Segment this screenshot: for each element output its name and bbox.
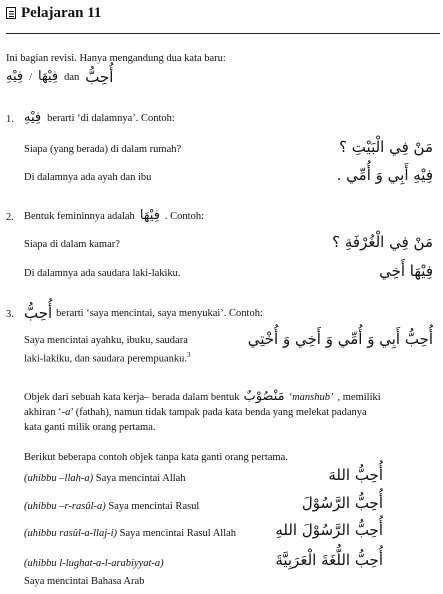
example-3-meaning: Saya mencintai Rasul Allah [119,528,237,539]
section-3-example-line-2-text: laki-lakiku, dan saudara perempuanku. [24,353,187,365]
note-line-2 [24,406,367,419]
note-line-1 [24,389,381,405]
note-line-2-b: ’ (fathah), namun tidak tampak pada kata benda yang melekat padanya [70,407,367,418]
intro-and: dan [64,71,80,83]
section-1-example-1-ar: مَنْ فِي الْبَيْتِ ؟ [339,138,433,156]
section-2-heading [24,208,204,224]
intro-word-fihi: فِيْهِ [6,69,24,85]
note-line-3: kata ganti milik orang pertama. [24,422,156,433]
section-2-word: فِيْهَا [139,208,160,223]
section-1-number: 1. [6,114,14,125]
header-divider [6,33,440,34]
footnote-marker: 3 [186,351,191,359]
section-2-text-after: . Contoh: [164,210,204,222]
example-row-2 [24,500,199,513]
note-line-2-a: akhiran ‘ [24,407,62,418]
document-icon [6,7,16,19]
intro-text: Ini bagian revisi. Hanya mengandung dua kata baru: [6,53,226,64]
example-3-ar: أُحِبُّ الرَّسُوْلَ اللهِ [275,521,383,539]
example-2-ar: أُحِبُّ الرَّسُوْلَ [301,494,383,512]
example-2-translit: (uhibbu –r-rasûl-a) [24,501,106,512]
section-1-word: فِيْهِ [24,110,42,125]
section-2-number: 2. [6,212,14,223]
section-1-heading [24,110,175,126]
example-row-1 [24,472,186,485]
section-3-example-line-1: Saya mencintai ayahku, ibuku, saudara [24,335,188,346]
intro-word-fiha: فِيْهَا [38,69,59,85]
intro-word-uhibbu: أُحِبُّ [85,68,114,86]
example-3-translit: (uhibbu rasûl-a-llaj-i) [24,528,118,539]
section-3-example-ar: أُحِبُّ أَبِي وَ أُمِّي وَ أَخِي وَ أُخْتِي [247,330,433,348]
example-4-meaning: Saya mencintai Bahasa Arab [24,576,145,587]
section-2-text-before: Bentuk femininnya adalah [24,210,135,222]
section-3-word: أُحِبُّ [24,304,53,322]
section-2-example-2-ar: فِيْهَا أَخِي [379,262,433,280]
section-1-example-2-ar: فِيْهِ أَبِي وَ أُمِّي . [336,166,433,184]
section-3-heading [24,304,263,323]
note-line-1-text: Objek dari sebuah kata kerja– berada dalam bentuk [24,391,240,403]
intro-words [6,68,113,87]
section-1-text: berarti ‘di dalamnya’. Contoh: [47,112,175,124]
note-line-2-suffix: -a [61,407,71,418]
section-3-number: 3. [6,309,14,320]
example-4-translit: (uhibbu l-lughat-a-l-arabiyyat-a) [24,558,164,569]
example-4-ar: أُحِبُّ اللُّغَةَ الْعَرَبِيَّةَ [275,551,383,569]
example-row-3 [24,527,236,540]
intro-separator: / [29,71,33,83]
page-header [6,4,101,23]
note-manshub-translit: ‘manshub’ [288,391,334,403]
note-line-1-end: , memiliki [337,391,381,403]
example-row-4-translit [24,557,164,570]
page-title: Pelajaran 11 [21,5,102,21]
note-manshub-ar: مَنْصُوْبٌ [243,389,285,404]
section-2-example-1-ar: مَنْ فِي الْغُرْفَةِ ؟ [332,233,433,251]
example-1-meaning: Saya mencintai Allah [95,473,186,484]
section-2-example-1-id: Siapa di dalam kamar? [24,239,120,250]
example-1-ar: أُحِبُّ اللهَ [328,466,383,484]
note-examples-intro: Berikut beberapa contoh objek tanpa kata ganti orang pertama. [24,452,288,463]
section-1-example-1-id: Siapa (yang berada) di dalam rumah? [24,144,182,155]
example-2-meaning: Saya mencintai Rasul [108,501,200,512]
section-3-example-line-2 [24,351,190,366]
example-1-translit: (uhibbu –llah-a) [24,473,94,484]
section-2-example-2-id: Di dalamnya ada saudara laki-lakiku. [24,268,181,279]
section-3-text: berarti ‘saya mencintai, saya menyukai’. Contoh: [56,307,263,319]
section-1-example-2-id: Di dalamnya ada ayah dan ibu [24,172,152,183]
